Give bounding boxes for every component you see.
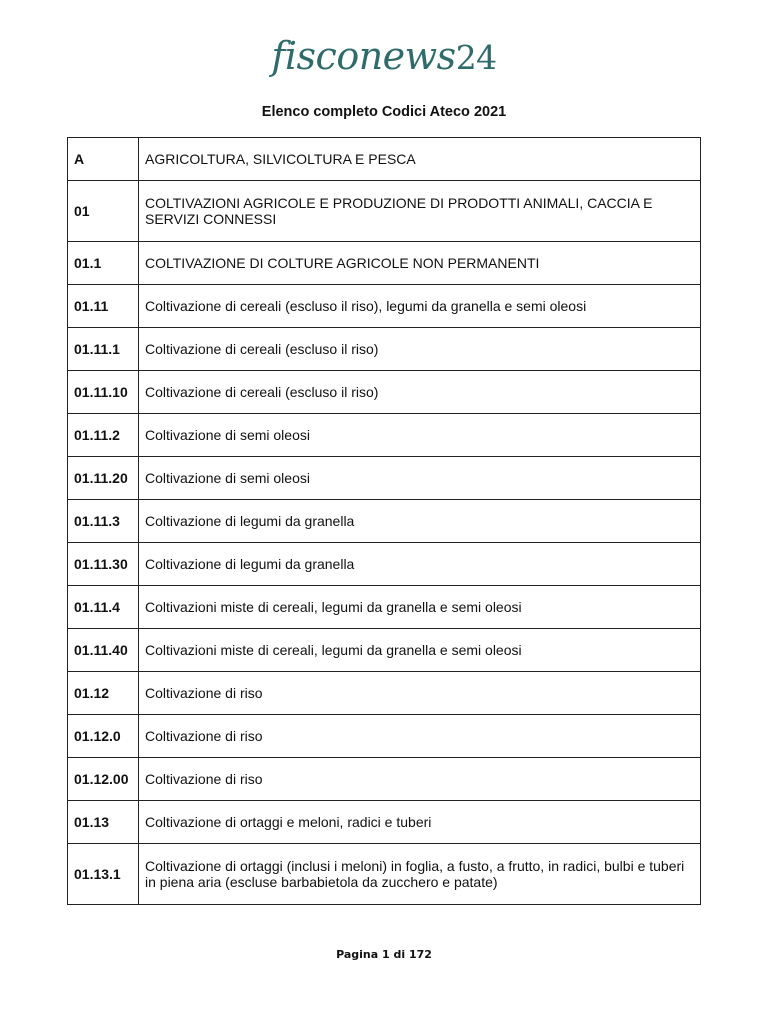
table-row — [68, 629, 701, 672]
description-cell: Coltivazioni miste di cereali, legumi da granella e semi oleosi — [139, 586, 701, 629]
description-cell: Coltivazione di riso — [139, 758, 701, 801]
code-cell: 01.11.1 — [68, 328, 139, 371]
code-cell: 01.11.10 — [68, 371, 139, 414]
code-cell: 01.11.4 — [68, 586, 139, 629]
description-cell: Coltivazione di semi oleosi — [139, 457, 701, 500]
description-cell: COLTIVAZIONI AGRICOLE E PRODUZIONE DI PRODOTTI ANIMALI, CACCIA E SERVIZI CONNESSI — [139, 181, 701, 242]
document-title: Elenco completo Codici Ateco 2021 — [261, 104, 507, 120]
code-cell: 01.11.20 — [68, 457, 139, 500]
code-cell: 01.12 — [68, 672, 139, 715]
code-cell: 01.11.3 — [68, 500, 139, 543]
description-cell: Coltivazioni miste di cereali, legumi da granella e semi oleosi — [139, 629, 701, 672]
table-row — [68, 672, 701, 715]
table-row — [68, 285, 701, 328]
table-row — [68, 758, 701, 801]
code-cell: 01.12.0 — [68, 715, 139, 758]
description-cell: Coltivazione di legumi da granella — [139, 500, 701, 543]
code-cell: 01.13.1 — [68, 844, 139, 905]
description-cell: Coltivazione di cereali (escluso il riso), legumi da granella e semi oleosi — [139, 285, 701, 328]
table-row — [68, 328, 701, 371]
table-row — [68, 414, 701, 457]
description-cell: Coltivazione di riso — [139, 715, 701, 758]
description-cell: Coltivazione di ortaggi (inclusi i meloni) in foglia, a fusto, a frutto, in radici, bulbi e tuberi in piena aria (escluse barbabietola da zucchero e patate) — [139, 844, 701, 905]
table-row — [68, 181, 701, 242]
logo-number: 24 — [455, 38, 497, 77]
page-number: Pagina 1 di 172 — [336, 948, 432, 961]
code-cell: 01.11.30 — [68, 543, 139, 586]
code-cell: 01.13 — [68, 801, 139, 844]
fisconews24-logo — [0, 34, 768, 78]
table-row — [68, 371, 701, 414]
table-row — [68, 242, 701, 285]
description-cell: Coltivazione di ortaggi e meloni, radici e tuberi — [139, 801, 701, 844]
code-cell: 01.12.00 — [68, 758, 139, 801]
description-cell: Coltivazione di cereali (escluso il riso) — [139, 371, 701, 414]
table-row — [68, 457, 701, 500]
code-cell: 01.11.2 — [68, 414, 139, 457]
table-row — [68, 500, 701, 543]
code-cell: 01 — [68, 181, 139, 242]
code-cell: 01.11 — [68, 285, 139, 328]
table-row — [68, 715, 701, 758]
code-cell: 01.11.40 — [68, 629, 139, 672]
ateco-codes-body — [68, 138, 701, 905]
code-cell: 01.1 — [68, 242, 139, 285]
description-cell: AGRICOLTURA, SILVICOLTURA E PESCA — [139, 138, 701, 181]
table-row — [68, 543, 701, 586]
ateco-codes-table — [67, 137, 701, 905]
table-row — [68, 138, 701, 181]
description-cell: Coltivazione di semi oleosi — [139, 414, 701, 457]
description-cell: COLTIVAZIONE DI COLTURE AGRICOLE NON PERMANENTI — [139, 242, 701, 285]
table-row — [68, 801, 701, 844]
code-cell: A — [68, 138, 139, 181]
table-row — [68, 586, 701, 629]
description-cell: Coltivazione di legumi da granella — [139, 543, 701, 586]
table-row — [68, 844, 701, 905]
description-cell: Coltivazione di cereali (escluso il riso) — [139, 328, 701, 371]
description-cell: Coltivazione di riso — [139, 672, 701, 715]
logo-text: fisconews — [271, 34, 456, 78]
